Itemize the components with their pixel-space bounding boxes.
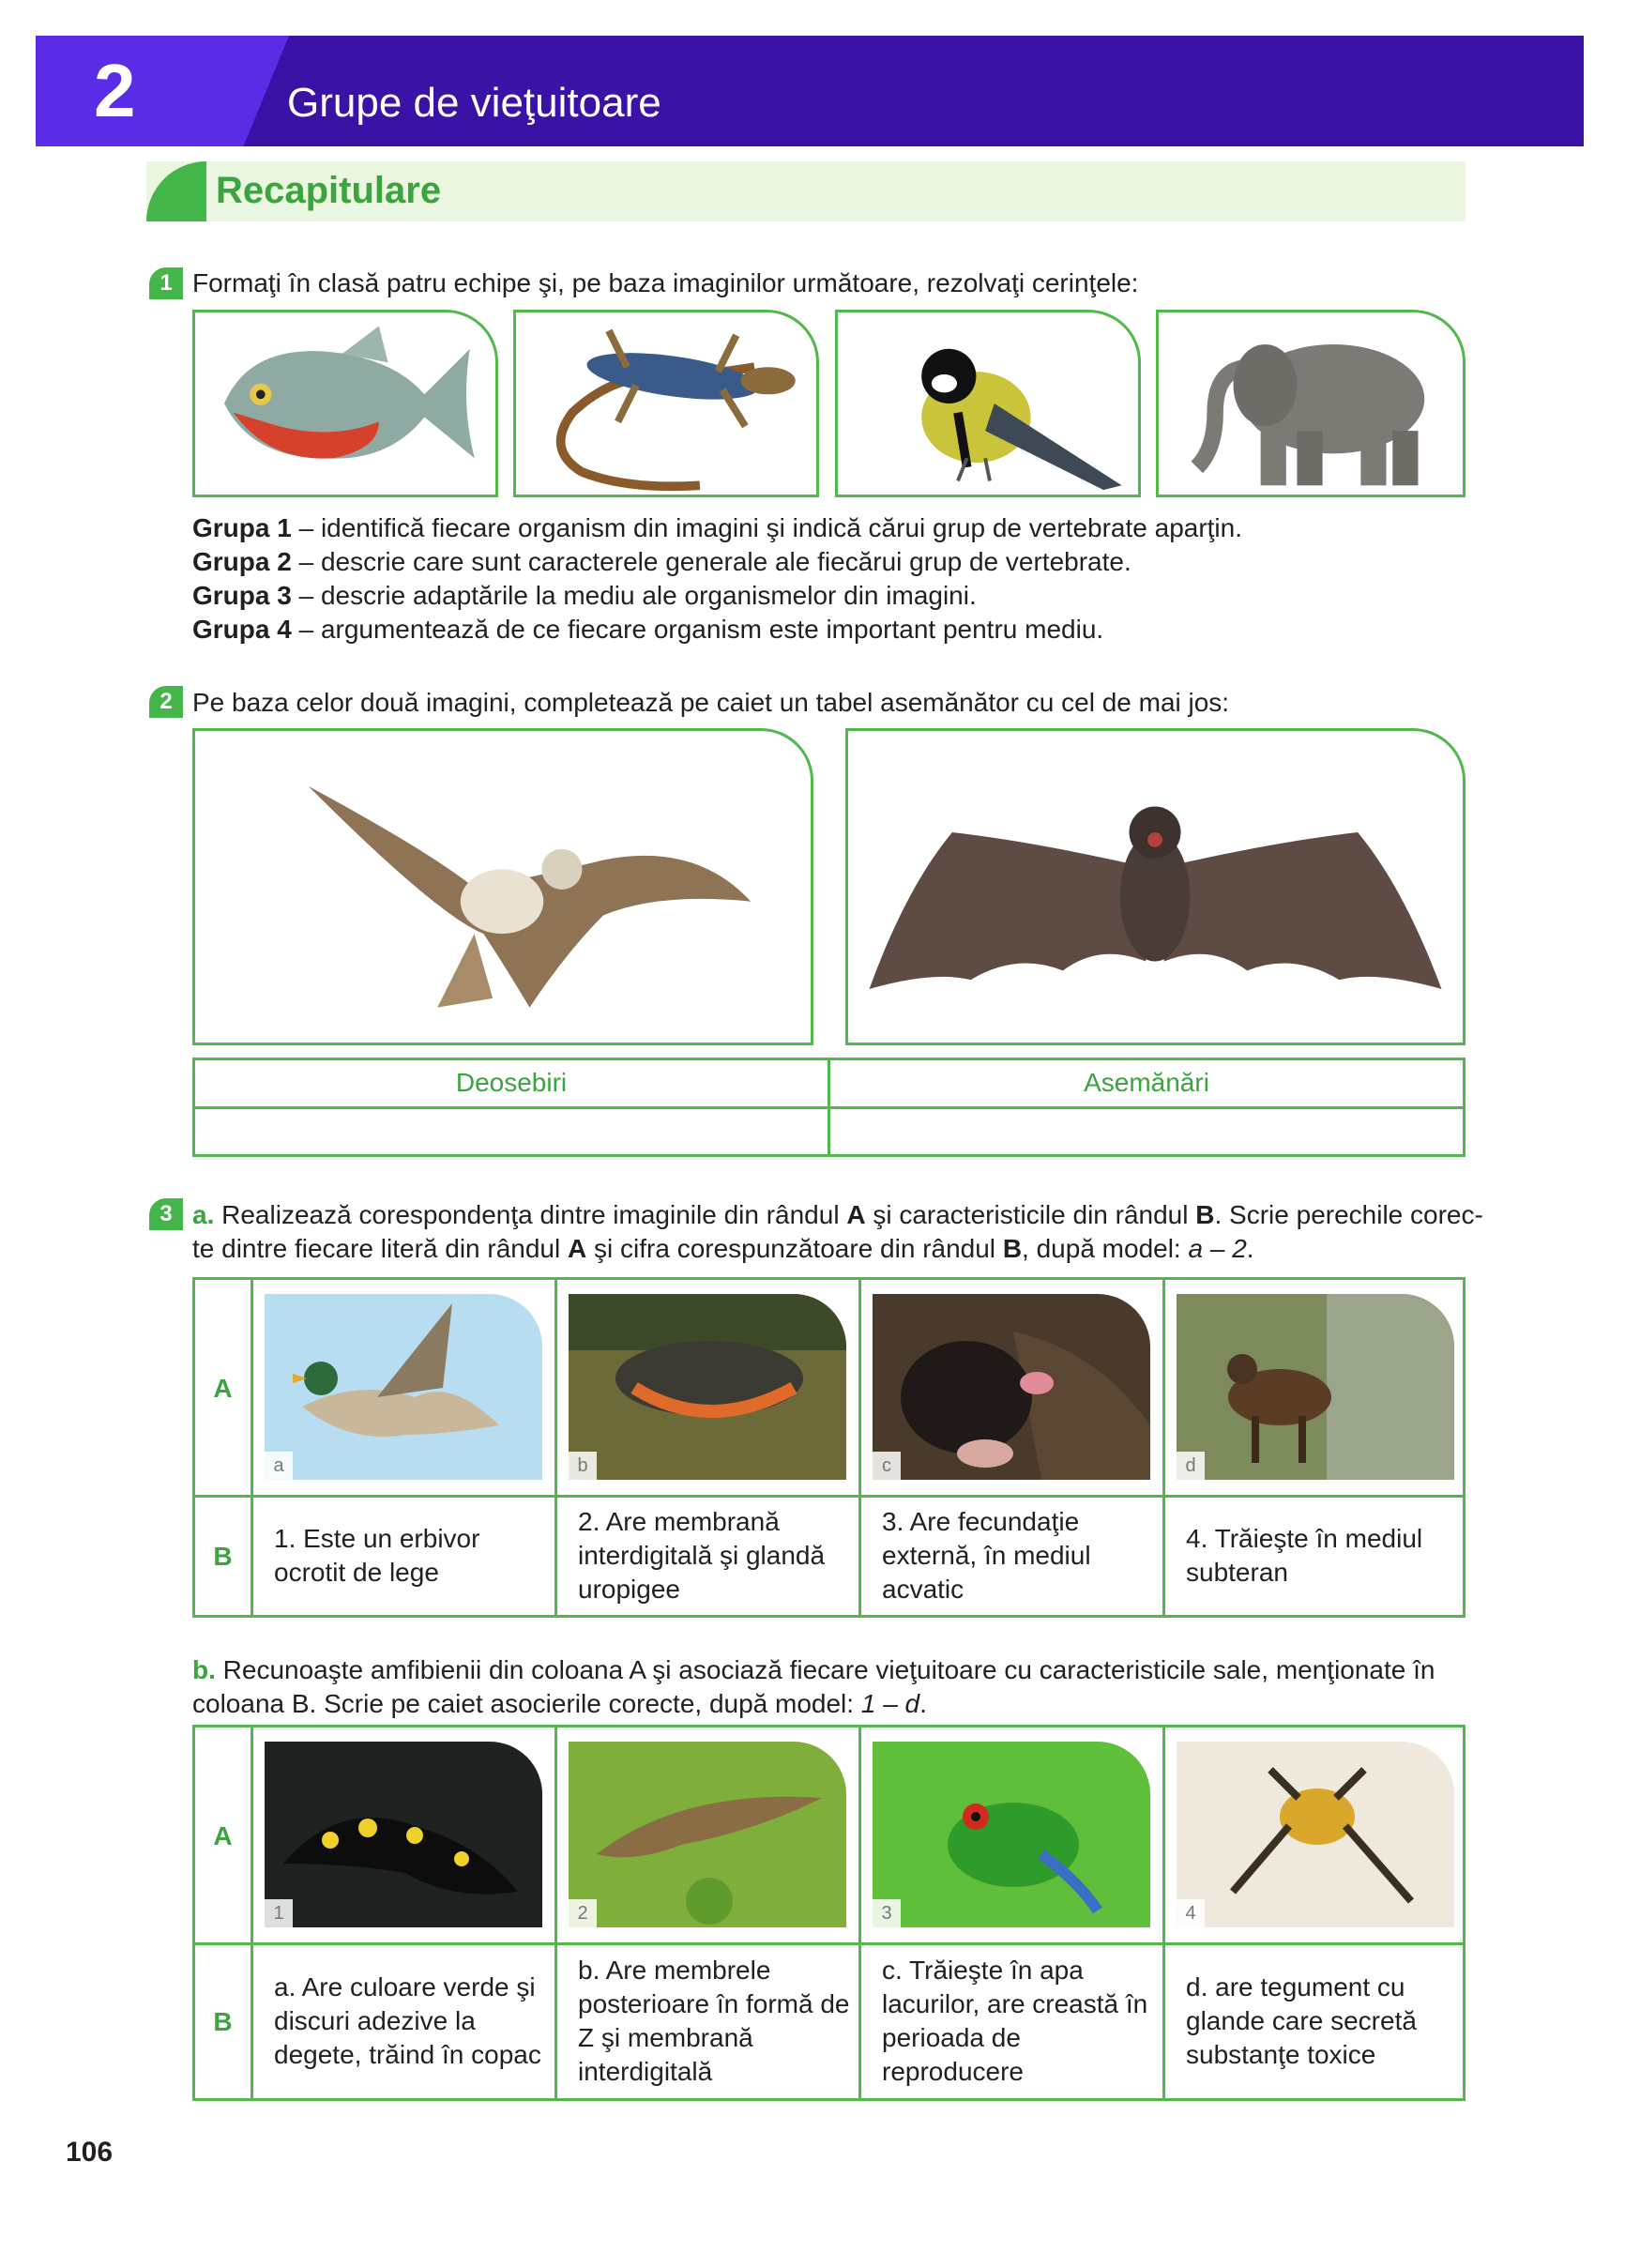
row-label: B: [213, 1542, 233, 1571]
comparison-table: [192, 1058, 1466, 1157]
picture-label: 3: [873, 1899, 901, 1927]
group-1-line: [192, 511, 1242, 545]
text-part: Realizează corespondenţa dintre imaginile din rândul: [214, 1200, 847, 1229]
text-part: Recunoaşte amfibienii din coloana A şi asociază fiecare vieţuitoare cu caracteristicile sale, menţionate în: [215, 1655, 1435, 1684]
header-cell-differences: [195, 1060, 830, 1109]
group-label: Grupa 4: [192, 615, 292, 644]
text-part: şi cifra corespunzătoare din rândul: [586, 1234, 1003, 1263]
page-number: 106: [66, 2137, 114, 2168]
chapter-header: [36, 36, 1584, 146]
text-part: 1 – d: [860, 1689, 920, 1718]
text-part: .: [919, 1689, 927, 1718]
piranha-image: [192, 310, 498, 497]
text-part: A: [568, 1234, 587, 1263]
picture-cell: [557, 1728, 861, 1945]
newt-image: [569, 1742, 846, 1927]
matching-table-a: [192, 1277, 1466, 1618]
picture-label: 4: [1177, 1899, 1205, 1927]
text-part: . Scrie perechile corec-: [1214, 1200, 1483, 1229]
group-text: – argumentează de ce fiecare organism este important pentru mediu.: [291, 615, 1104, 644]
characteristic-cell: [1165, 1498, 1463, 1615]
row-label: B: [213, 2007, 233, 2036]
exercise-1-badge: 1: [149, 267, 183, 299]
picture-label: 2: [569, 1899, 597, 1927]
text-part: coloana B. Scrie pe caiet asocierile corecte, după model:: [192, 1689, 861, 1718]
group-label: Grupa 1: [192, 513, 292, 542]
picture-cell: [861, 1280, 1165, 1498]
characteristic-cell: [253, 1945, 557, 2098]
group-label: Grupa 3: [192, 581, 292, 610]
text-part: A: [846, 1200, 866, 1229]
row-label-cell: [195, 1945, 253, 2098]
picture-label: a: [265, 1452, 293, 1480]
picture-label: b: [569, 1452, 597, 1480]
mole-image: [873, 1294, 1150, 1480]
picture-cell: [253, 1728, 557, 1945]
picture-label: d: [1177, 1452, 1205, 1480]
group-text: – descrie adaptările la mediu ale organismelor din imagini.: [291, 581, 977, 610]
subpoint-label: a.: [192, 1200, 215, 1229]
bat-image: [845, 728, 1466, 1045]
text-part: a – 2: [1188, 1234, 1247, 1263]
chapter-number-tab: [36, 36, 289, 146]
chapter-title: Grupe de vieţuitoare: [287, 80, 661, 126]
fire-salamander-image: [265, 1742, 542, 1927]
chapter-number: 2: [94, 49, 136, 132]
exercise-3b-line-2: [192, 1687, 927, 1721]
mallard-duck-image: [265, 1294, 542, 1480]
characteristic-text: b. Are membrele posterioare în formă de Z şi membrană interdigitală: [578, 1956, 850, 2086]
characteristic-text: 4. Trăieşte în mediul subteran: [1186, 1524, 1423, 1587]
characteristic-text: a. Are culoare verde şi discuri adezive la degete, trăind în copac: [274, 1972, 541, 2069]
group-2-line: [192, 545, 1131, 579]
group-text: – identifică fiecare organism din imagini şi indică cărui grup de vertebrate aparţin.: [291, 513, 1243, 542]
group-text: – descrie care sunt caracterele generale ale fiecărui grup de vertebrate.: [291, 547, 1131, 576]
picture-cell: [861, 1728, 1165, 1945]
picture-label: c: [873, 1452, 901, 1480]
group-label: Grupa 2: [192, 547, 292, 576]
exercise-1-prompt: Formaţi în clasă patru echipe şi, pe baza imaginilor următoare, rezolvaţi cerinţele:: [192, 268, 1139, 297]
group-3-line: [192, 579, 977, 613]
chamois-image: [1177, 1294, 1454, 1480]
characteristic-text: d. are tegument cu glande care secretă substanţe toxice: [1186, 1972, 1417, 2069]
group-4-line: [192, 613, 1103, 647]
yellow-bellied-toad-image: [1177, 1742, 1454, 1927]
characteristic-cell: [557, 1945, 861, 2098]
exercise-3-badge: 3: [149, 1198, 183, 1230]
section-title: Recapitulare: [216, 170, 442, 211]
subpoint-label: b.: [192, 1655, 216, 1684]
empty-answer-cell: [195, 1109, 830, 1154]
empty-answer-cell: [830, 1109, 1463, 1154]
text-part: B: [1002, 1234, 1023, 1263]
characteristic-cell: [557, 1498, 861, 1615]
characteristic-text: c. Trăieşte în apa lacurilor, are creastă în perioada de reproducere: [882, 1956, 1148, 2086]
matching-table-b: [192, 1725, 1466, 2101]
characteristic-cell: [861, 1945, 1165, 2098]
characteristic-cell: [1165, 1945, 1463, 2098]
picture-cell: [557, 1280, 861, 1498]
row-label-cell: [195, 1498, 253, 1615]
exercise-3b-line-1: [192, 1653, 1435, 1687]
column-header: Deosebiri: [455, 1068, 568, 1097]
row-label: A: [213, 1374, 233, 1403]
fire-bellied-toad-image: [569, 1294, 846, 1480]
row-label-cell: [195, 1728, 253, 1945]
picture-cell: [253, 1280, 557, 1498]
text-part: .: [1246, 1234, 1254, 1263]
column-header: Asemănări: [1084, 1068, 1209, 1097]
text-part: B: [1195, 1200, 1215, 1229]
lizard-image: [513, 310, 819, 497]
exercise-3a-line-2: [192, 1232, 1254, 1266]
picture-cell: [1165, 1728, 1463, 1945]
hawk-image: [192, 728, 813, 1045]
row-label-cell: [195, 1280, 253, 1498]
picture-cell: [1165, 1280, 1463, 1498]
elephant-image: [1156, 310, 1466, 497]
tree-frog-image: [873, 1742, 1150, 1927]
picture-label: 1: [265, 1899, 293, 1927]
characteristic-cell: [253, 1498, 557, 1615]
header-cell-similarities: [830, 1060, 1463, 1109]
characteristic-text: 3. Are fecundaţie externă, în mediul acvatic: [882, 1507, 1091, 1604]
characteristic-text: 1. Este un erbivor ocrotit de lege: [274, 1524, 480, 1587]
text-part: şi caracteristicile din rândul: [865, 1200, 1196, 1229]
exercise-2-prompt: Pe baza celor două imagini, completează pe caiet un tabel asemănător cu cel de mai jos:: [192, 688, 1230, 717]
row-label: A: [213, 1821, 233, 1850]
text-part: , după model:: [1022, 1234, 1189, 1263]
great-tit-image: [835, 310, 1141, 497]
characteristic-text: 2. Are membrană interdigitală şi glandă uropigee: [578, 1507, 826, 1604]
text-part: te dintre fiecare literă din rândul: [192, 1234, 568, 1263]
characteristic-cell: [861, 1498, 1165, 1615]
exercise-3a-line-1: [192, 1198, 1483, 1232]
exercise-2-badge: 2: [149, 686, 183, 718]
